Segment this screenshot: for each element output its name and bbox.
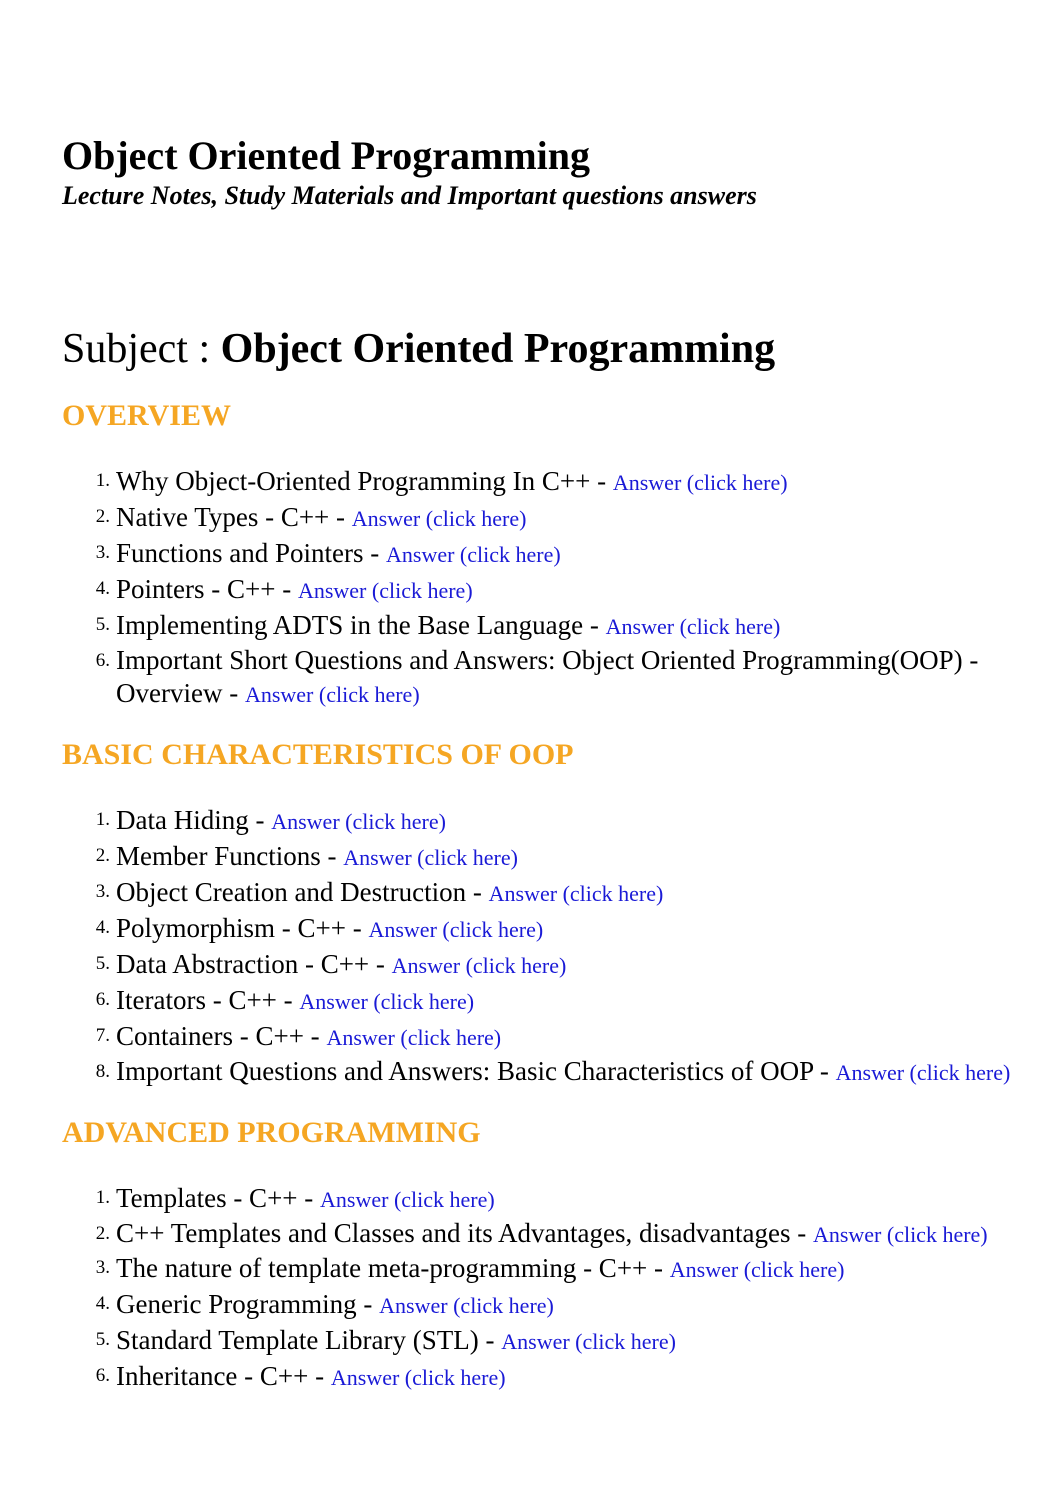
list-item xyxy=(95,839,1022,875)
list-item xyxy=(95,1181,1022,1217)
answer-link[interactable]: Answer (click here) xyxy=(326,1025,502,1050)
item-number: 6. xyxy=(95,650,110,671)
topic-list-basic-characteristics xyxy=(62,803,1022,1089)
section-heading-basic-characteristics: BASIC CHARACTERISTICS OF OOP xyxy=(62,738,574,771)
answer-link[interactable]: Answer (click here) xyxy=(501,1329,676,1354)
list-item xyxy=(95,1359,1022,1395)
answer-link[interactable]: Answer (click here) xyxy=(343,845,518,870)
sections xyxy=(62,398,1022,1421)
item-number: 3. xyxy=(95,1257,110,1278)
answer-link[interactable]: Answer (click here) xyxy=(386,542,561,567)
item-number: 1. xyxy=(95,470,110,491)
answer-link[interactable]: Answer (click here) xyxy=(244,682,420,707)
item-number: 2. xyxy=(95,845,110,866)
answer-link[interactable]: Answer (click here) xyxy=(669,1257,845,1282)
answer-link[interactable]: Answer (click here) xyxy=(368,917,544,942)
item-number: 5. xyxy=(95,953,110,974)
answer-link[interactable]: Answer (click here) xyxy=(812,1222,988,1247)
list-item xyxy=(95,983,1022,1019)
item-text: Polymorphism - C++ - xyxy=(116,913,369,943)
item-number: 8. xyxy=(95,1061,110,1082)
list-item xyxy=(95,1287,1022,1323)
list-item xyxy=(95,803,1022,839)
item-text: Generic Programming - xyxy=(116,1289,380,1319)
topic-list-overview xyxy=(62,464,1022,711)
document-page xyxy=(62,132,1022,1391)
list-item xyxy=(95,911,1022,947)
subject-label: Subject : xyxy=(62,326,221,372)
list-item xyxy=(95,572,1022,608)
answer-link[interactable]: Answer (click here) xyxy=(835,1060,1011,1085)
list-item xyxy=(95,1055,1022,1089)
item-number: 4. xyxy=(95,578,110,599)
answer-link[interactable]: Answer (click here) xyxy=(320,1187,495,1212)
answer-link[interactable]: Answer (click here) xyxy=(330,1365,506,1390)
item-number: 2. xyxy=(95,506,110,527)
answer-link[interactable]: Answer (click here) xyxy=(391,953,567,978)
list-item xyxy=(95,500,1022,536)
list-item xyxy=(95,1217,1022,1251)
item-text: Important Short Questions and Answers: Object Oriented Programming(OOP) - Overview - xyxy=(116,645,979,708)
section-heading-overview: OVERVIEW xyxy=(62,399,231,432)
item-text: Implementing ADTS in the Base Language - xyxy=(116,610,606,640)
answer-link[interactable]: Answer (click here) xyxy=(379,1293,554,1318)
item-number: 1. xyxy=(95,809,110,830)
item-text: Inheritance - C++ - xyxy=(116,1361,331,1391)
list-item xyxy=(95,1251,1022,1287)
item-text: Standard Template Library (STL) - xyxy=(116,1325,502,1355)
section-heading-advanced-programming: ADVANCED PROGRAMMING xyxy=(62,1116,481,1149)
item-text: Templates - C++ - xyxy=(116,1183,321,1213)
list-item xyxy=(95,464,1022,500)
list-item xyxy=(95,536,1022,572)
item-number: 5. xyxy=(95,614,110,635)
answer-link[interactable]: Answer (click here) xyxy=(271,809,446,834)
topic-list-advanced-programming xyxy=(62,1181,1022,1395)
document-title: Object Oriented Programming xyxy=(62,133,591,178)
list-item xyxy=(95,1019,1022,1055)
item-text: Why Object-Oriented Programming In C++ - xyxy=(116,466,613,496)
item-text: Important Questions and Answers: Basic Characteristics of OOP - xyxy=(116,1056,836,1086)
answer-link[interactable]: Answer (click here) xyxy=(488,881,664,906)
item-text: Native Types - C++ - xyxy=(116,502,352,532)
list-item xyxy=(95,875,1022,911)
item-number: 1. xyxy=(95,1187,110,1208)
item-number: 4. xyxy=(95,917,110,938)
list-item xyxy=(95,644,1022,711)
subject-line xyxy=(62,324,775,374)
item-text: The nature of template meta-programming - C++ - xyxy=(116,1253,670,1283)
item-number: 6. xyxy=(95,1365,110,1386)
item-number: 3. xyxy=(95,542,110,563)
item-text: Iterators - C++ - xyxy=(116,985,300,1015)
item-text: Data Abstraction - C++ - xyxy=(116,949,392,979)
answer-link[interactable]: Answer (click here) xyxy=(612,470,788,495)
item-text: Containers - C++ - xyxy=(116,1021,327,1051)
item-text: Data Hiding - xyxy=(116,805,272,835)
item-number: 7. xyxy=(95,1025,110,1046)
answer-link[interactable]: Answer (click here) xyxy=(351,506,527,531)
subject-name: Object Oriented Programming xyxy=(220,326,776,372)
item-text: Functions and Pointers - xyxy=(116,538,386,568)
document-subtitle: Lecture Notes, Study Materials and Important questions answers xyxy=(62,181,757,210)
item-text: Pointers - C++ - xyxy=(116,574,298,604)
item-number: 4. xyxy=(95,1293,110,1314)
item-text: C++ Templates and Classes and its Advantages, disadvantages - xyxy=(116,1218,813,1248)
answer-link[interactable]: Answer (click here) xyxy=(299,989,475,1014)
list-item xyxy=(95,608,1022,644)
item-number: 5. xyxy=(95,1329,110,1350)
list-item xyxy=(95,1323,1022,1359)
item-number: 3. xyxy=(95,881,110,902)
list-item xyxy=(95,947,1022,983)
item-text: Member Functions - xyxy=(116,841,344,871)
item-number: 6. xyxy=(95,989,110,1010)
answer-link[interactable]: Answer (click here) xyxy=(605,614,781,639)
item-number: 2. xyxy=(95,1223,110,1244)
answer-link[interactable]: Answer (click here) xyxy=(297,578,473,603)
item-text: Object Creation and Destruction - xyxy=(116,877,489,907)
